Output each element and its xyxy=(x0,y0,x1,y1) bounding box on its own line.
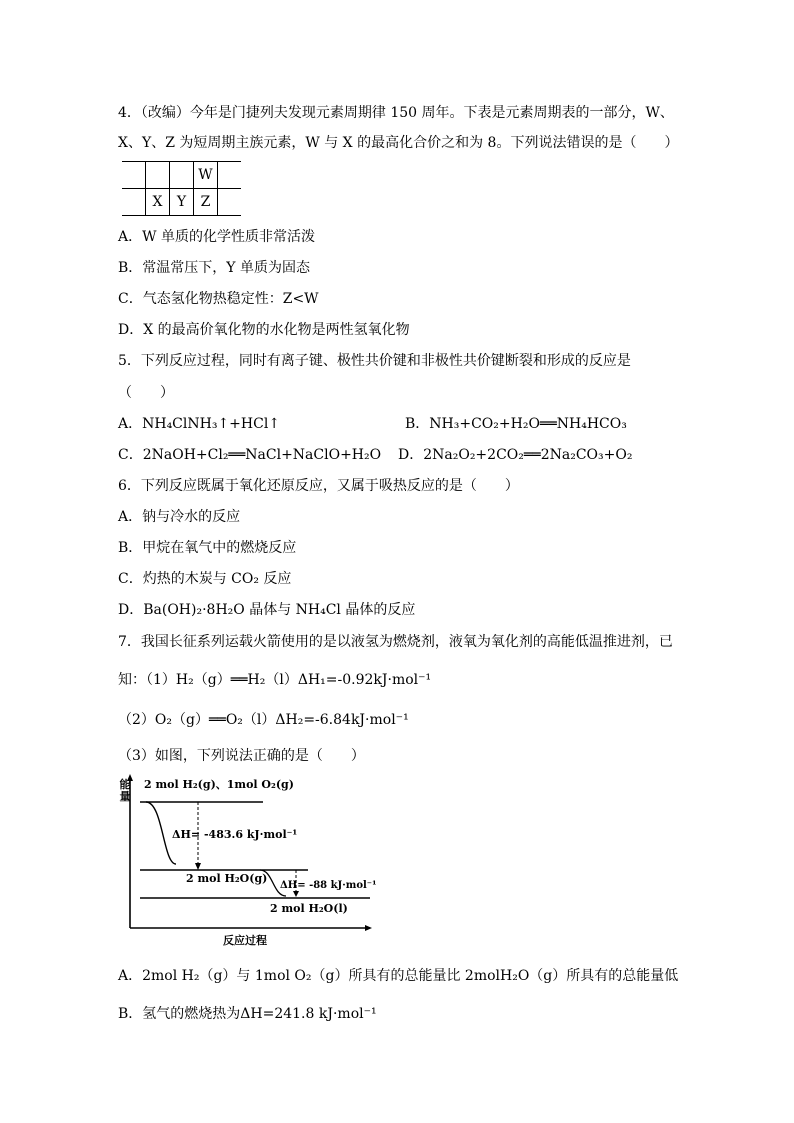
q7-stem-line3: （2）O₂（g）══O₂（l）ΔH₂=-6.84kJ·mol⁻¹ xyxy=(118,712,409,728)
level2-label: 2 mol H₂O(g) xyxy=(186,872,268,885)
table-row xyxy=(122,189,241,216)
q4-option-c: C．气态氢化物热稳定性：Z<W xyxy=(118,291,319,307)
table-cell xyxy=(122,189,146,216)
q4-stem-line1: 4．（改编）今年是门捷列夫发现元素周期律 150 周年。下表是元素周期表的一部分，W、 xyxy=(118,105,674,121)
q5-option-b: B．NH₃+CO₂+H₂O══NH₄HCO₃ xyxy=(405,416,627,432)
x-axis-label: 反应过程 xyxy=(223,934,267,947)
q5-option-a: A．NH₄ClNH₃↑+HCl↑ xyxy=(118,416,281,432)
periodic-table-fragment xyxy=(122,161,241,216)
table-cell xyxy=(122,162,146,189)
q4-option-d: D．X 的最高价氧化物的水化物是两性氢氧化物 xyxy=(118,322,410,338)
q4-option-a: A．W 单质的化学性质非常活泼 xyxy=(118,229,315,245)
q7-stem-line4: （3）如图，下列说法正确的是（ ） xyxy=(118,748,365,764)
q7-option-b: B．氢气的燃烧热为ΔH=241.8 kJ·mol⁻¹ xyxy=(118,1006,377,1022)
q6-option-a: A．钠与冷水的反应 xyxy=(118,509,241,525)
level1-label: 2 mol H₂(g)、1mol O₂(g) xyxy=(144,778,294,791)
q4-stem-line2: X、Y、Z 为短周期主族元素，W 与 X 的最高化合价之和为 8。下列说法错误的是（ ） xyxy=(118,135,679,151)
table-cell xyxy=(170,162,194,189)
table-cell: X xyxy=(146,189,170,216)
q5-option-d: D．2Na₂O₂+2CO₂══2Na₂CO₃+O₂ xyxy=(398,447,633,463)
table-cell: W xyxy=(194,162,218,189)
level3-label: 2 mol H₂O(l) xyxy=(270,902,348,915)
dh2-arrowhead xyxy=(293,891,299,897)
y-axis-label-char-2: 量 xyxy=(119,790,131,803)
table-cell xyxy=(146,162,170,189)
dh1-label: ΔH= -483.6 kJ·mol⁻¹ xyxy=(172,828,298,841)
q6-option-b: B．甲烷在氧气中的燃烧反应 xyxy=(118,540,297,556)
q6-option-d: D．Ba(OH)₂·8H₂O 晶体与 NH₄Cl 晶体的反应 xyxy=(118,602,416,618)
x-axis-arrow xyxy=(365,925,372,931)
dh2-label: ΔH= -88 kJ·mol⁻¹ xyxy=(280,880,377,891)
table-cell xyxy=(218,162,242,189)
q7-stem-line2: 知：（1）H₂（g）══H₂（l）ΔH₁=-0.92kJ·mol⁻¹ xyxy=(118,672,432,688)
table-cell: Z xyxy=(194,189,218,216)
q6-option-c: C．灼热的木炭与 CO₂ 反应 xyxy=(118,571,292,587)
table-cell: Y xyxy=(170,189,194,216)
q6-stem: 6．下列反应既属于氧化还原反应，又属于吸热反应的是（ ） xyxy=(118,478,519,494)
y-axis-label-char-1: 能 xyxy=(119,778,131,791)
q5-option-c: C．2NaOH+Cl₂══NaCl+NaClO+H₂O xyxy=(118,447,382,463)
q7-stem-line1: 7．我国长征系列运载火箭使用的是以液氢为燃烧剂，液氧为氧化剂的高能低温推进剂，已 xyxy=(118,634,673,650)
table-cell xyxy=(218,189,242,216)
q5-stem-line2: （ ） xyxy=(118,385,174,401)
dh1-arrowhead xyxy=(195,863,201,870)
q4-option-b: B．常温常压下，Y 单质为固态 xyxy=(118,260,310,276)
energy-diagram xyxy=(118,772,388,956)
q7-option-a: A．2mol H₂（g）与 1mol O₂（g）所具有的总能量比 2molH₂O（g）所具有的总能量低 xyxy=(118,968,679,984)
q5-stem-line1: 5．下列反应过程，同时有离子键、极性共价键和非极性共价键断裂和形成的反应是 xyxy=(118,353,631,369)
table-row xyxy=(122,162,241,189)
